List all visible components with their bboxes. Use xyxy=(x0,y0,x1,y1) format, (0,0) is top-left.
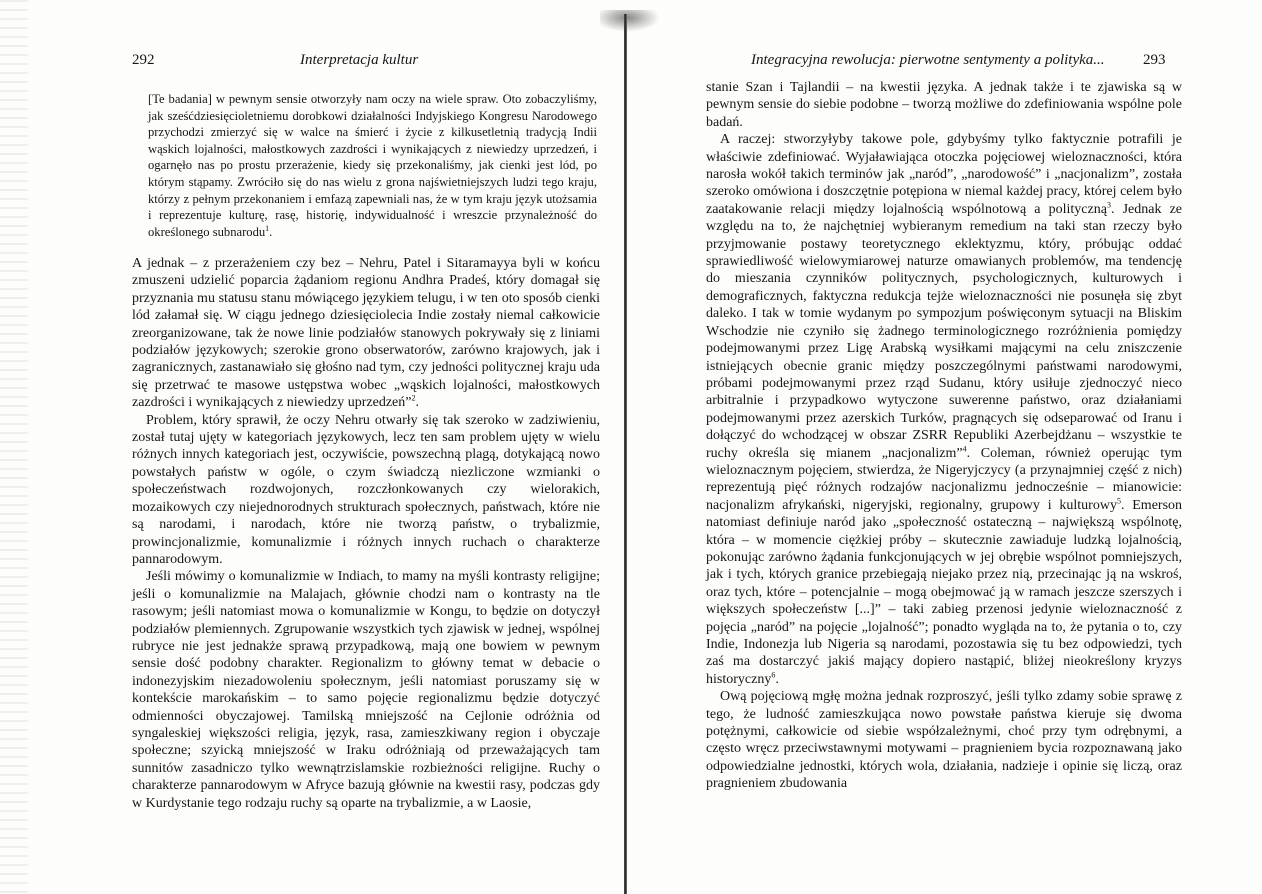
footnote-ref: 3 xyxy=(1106,200,1111,210)
running-title-right: Integracyjna rewolucja: pierwotne sentymenty a polityka... xyxy=(751,52,1105,68)
page-edge-shadow xyxy=(0,0,28,894)
quote-text: [Te badania] w pewnym sensie otworzyły nam oczy na wiele spraw. Oto zobaczyliśmy, jak sześćdziesięcioletniemu dorobkowi działalności Indyjskiego Kongresu Narodowego przychodzi zmierzyć się w walce na śmierć i życie z kilkusetletnią tradycją Indii wąskich lojalności, małostkowych zazdrości i wynikających z niewiedzy uprzedzeń, i ogarnęło nas po prostu przerażenie, kiedy się przekonaliśmy, jak cienki jest lód, po którym stąpamy. Zwróciło się do nas wielu z grona najświetniejszych ludzi tego kraju, którzy z pełnym przekonaniem i emfazą zapewniali nas, że w tym kraju język utożsamia i reprezentuje kulturę, rasę, historię, indywidualność i wreszcie przynależność do określonego subnarodu xyxy=(148,92,597,239)
paragraph-text: . Jednak ze względu na to, że najchętniej wybieranym remedium na taki stan rzeczy było przyjmowanie postawy teoretycznego eklektyzmu, który, próbując oddać sprawiedliwość wielowymiarowej naturze omawianych problemów, ma tendencję do mieszania czynników politycznych, psychologicznych, kulturowych i demograficznych, faktyczna redukcja tejże wieloznaczności nie posunęła się zbyt daleko. I tak w tomie wydanym po sympozjum poświęconym sytuacji na Bliskim Wschodzie nie czyniło się żadnego terminologicznego rozróżnienia pomiędzy podejmowanymi przez Ligę Arabską wysiłkami mającymi na celu zniszczenie istniejących obecnie granic między poszczególnymi państwami narodowymi, próbami podejmowanymi przez rząd Sudanu, który usiłuje zjednoczyć nieco arbitralnie i przypadkowo wytyczone suwerenne państwo, oraz działaniami podejmowanymi przez azerskich Turków, pragnących się odseparować od Iranu i dołączyć do wchodzącej w obszar ZSRR Republiki Azerbejdżanu – wszystkie te ruchy określa się mianem „nacjonalizm” xyxy=(706,201,1182,461)
right-page xyxy=(634,0,1262,894)
footnote-ref: 6 xyxy=(771,670,776,680)
left-page xyxy=(0,0,628,894)
body-text-right xyxy=(706,79,1182,793)
paragraph xyxy=(706,131,1182,688)
page-number-right: 293 xyxy=(1143,52,1166,68)
body-text-left xyxy=(132,255,600,812)
footnote-ref: 4 xyxy=(962,443,967,453)
footnote-ref: 1 xyxy=(265,223,270,233)
paragraph-text: A jednak – z przerażeniem czy bez – Nehru, Patel i Sitaramayya byli w końcu zmuszeni udzielić poparcia żądaniom regionu Andhra Pradeś, który domagał się przyznania mu statusu stanu mówiącego językiem telugu, i w ten oto sposób cienki lód załamał się. W ciągu jednego dziesięciolecia Indie zostały niemal całkowicie zreorganizowane, tak że nowe linie podziałów stanowych pokrywały się z liniami podziałów językowych; szerokie grono obserwatorów, zarówno krajowych, jak i zagranicznych, zastanawiało się głośno nad tym, czy jedności politycznej kraju uda się przetrwać te masowe ustępstwa wobec „wąskich lojalności, małostkowych zazdrości i wynikających z niewiedzy uprzedzeń” xyxy=(132,256,600,411)
paragraph: Ową pojęciową mgłę można jednak rozproszyć, jeśli tylko zdamy sobie sprawę z tego, że ludność zamieszkująca nowo powstałe państwa kieruje się dwoma potężnymi, całkowicie od siebie współzależnymi, choć przy tym odrębnymi, a często wręcz przeciwstawnymi motywami – pragnieniem bycia rozpoznawaną jako odpowiedzialne jednostki, których wola, działania, nadzieje i opinie się liczą, oraz pragnieniem zbudowania xyxy=(706,689,1182,792)
paragraph-text: A raczej: stworzyłyby takowe pole, gdybyśmy tylko faktycznie potrafili je właściwie zdefiniować. Wyjaławiająca otoczka pojęciowej wieloznaczności, która narosła wokół takich terminów jak „naród”, „narodowość” i „nacjonalizm”, została szeroko omówiona i doszczętnie potępiona w niemal każdej pracy, której celem było zaatakowanie relacji między lojalnością wspólnotową a polityczną xyxy=(706,132,1182,217)
paragraph: stanie Szan i Tajlandii – na kwestii języka. A jednak także i te zjawiska są w pewnym sensie do siebie podobne – tworzą możliwe do zdefiniowania wspólne pole badań. xyxy=(706,80,1182,130)
running-title-left: Interpretacja kultur xyxy=(300,52,419,68)
page-number-left: 292 xyxy=(132,52,155,68)
block-quote: [Te badania] w pewnym sensie otworzyły nam oczy na wiele spraw. Oto zobaczyliśmy, jak sześćdziesięcioletniemu dorobkowi działalności Indyjskiego Kongresu Narodowego przychodzi zmierzyć się w walce na śmierć i życie z kilkusetletnią tradycją Indii wąskich lojalności, małostkowych zazdrości i wynikających z niewiedzy uprzedzeń, i ogarnęło nas po prostu przerażenie, kiedy się przekonaliśmy, jak cienki jest lód, po którym stąpamy. Zwróciło się do nas wielu z grona najświetniejszych ludzi tego kraju, którzy z pełnym przekonaniem i emfazą zapewniali nas, że w tym kraju język utożsamia i reprezentuje kulturę, rasę, historię, indywidualność i wreszcie przynależność do określonego subnarodu$^1$. xyxy=(148,92,597,239)
footnote-ref: 5 xyxy=(1116,496,1121,506)
footnote-ref: 2 xyxy=(411,393,416,403)
paragraph: Jeśli mówimy o komunalizmie w Indiach, to mamy na myśli kontrasty religijne; jeśli o komunalizmie na Malajach, głównie chodzi nam o kontrasty na tle rasowym; jeśli natomiast mowa o komunalizmie w Kongu, to będzie on dotyczył podziałów plemiennych. Zgrupowanie wszystkich tych zjawisk w jednej, wspólnej rubryce nie jest jednakże sprawą przypadkową, mają one bowiem w pewnym sensie dość podobny charakter. Regionalizm to główny temat w debacie o indonezyjskim niezadowoleniu społecznym, jeśli natomiast poruszamy się w kontekście marokańskim – to samo pojęcie regionalizmu będzie dotyczyć odmienności obyczajowej. Tamilską mniejszość na Cejlonie odróżnia od syngaleskiej większości religia, język, rasa, zamieszkiwany region i obyczaje społeczne; szyicką mniejszość w Iraku odróżniają od przeważających tam sunnitów zasadniczo tylko wewnątrzislamskie rozbieżności religijne. Ruchy o charakterze pannarodowym w Afryce bazują głównie na kwestii rasy, podczas gdy w Kurdystanie tego rodzaju ruchy są oparte na trybalizmie, a w Laosie, xyxy=(132,569,600,811)
paragraph: A jednak – z przerażeniem czy bez – Nehru, Patel i Sitaramayya byli w końcu zmuszeni udzielić poparcia żądaniom regionu Andhra Pradeś, który domagał się przyznania mu statusu stanu mówiącego językiem telugu, i w ten oto sposób cienki lód załamał się. W ciągu jednego dziesięciolecia Indie zostały niemal całkowicie zreorganizowane, tak że nowe linie podziałów stanowych pokrywały się z liniami podziałów językowych; szerokie grono obserwatorów, zarówno krajowych, jak i zagranicznych, zastanawiało się głośno nad tym, czy jedności politycznej kraju uda się przetrwać te masowe ustępstwa wobec „wąskich lojalności, małostkowych zazdrości i wynikających z niewiedzy uprzedzeń”$^2$. xyxy=(132,256,600,411)
paragraph: Problem, który sprawił, że oczy Nehru otwarły się tak szeroko w zadziwieniu, został tutaj ujęty w kategoriach językowych, lecz ten sam problem ujęty w wielu różnych innych kategoriach jest, oczywiście, powszechną plagą, dotykającą nowo powstałych państw w ogóle, o czym świadczą niezliczone wzmianki o społeczeństwach rozdwojonych, rozczłonkowanych czy wielorakich, mozaikowych czy niejednorodnych strukturach społecznych, państwach, które nie są narodami, i narodach, które nie tworzą państw, o trybalizmie, prowincjonalizmie, komunalizmie i różnych innych ruchach o charakterze pannarodowym. xyxy=(132,412,600,567)
paragraph-text: . Coleman, również operując tym wieloznacznym pojęciem, stwierdza, że Nigeryjczycy (a przynajmniej część z nich) reprezentują pięć różnych rodzajów nacjonalizmu jednocześnie – mianowicie: nacjonalizm afrykański, nigeryjski, regionalny, grupowy i kulturowy xyxy=(706,445,1182,513)
paragraph-text: . Emerson natomiast definiuje naród jako „społeczność ostateczną – największą wspólnotę, która – w momencie ciężkiej próby – skutecznie zawiaduje ludzką lojalnością, pokonując zarówno żądania funkcjonujących w jej obrębie wspólnot pomniejszych, jak i tych, których granice przebiegają niejako przez nią, przecinając ją na wskroś, oraz tych, które – potencjalnie – mogą obejmować ją w ramach jeszcze szerszych i większych społeczeństw [...]” – taki zabieg przenosi jedynie wieloznaczność z pojęcia „naród” na pojęcie „lojalność”; ponadto wygląda na to, że pytania o to, czy Indie, Indonezja lub Nigeria są narodami, pozostawia się tu bez odpowiedzi, tych zaś ma dostarczyć jakiś mający dopiero nastąpić, bliżej nieokreślony kryzys historyczny xyxy=(706,497,1183,687)
paragraph-text: . xyxy=(775,671,779,687)
